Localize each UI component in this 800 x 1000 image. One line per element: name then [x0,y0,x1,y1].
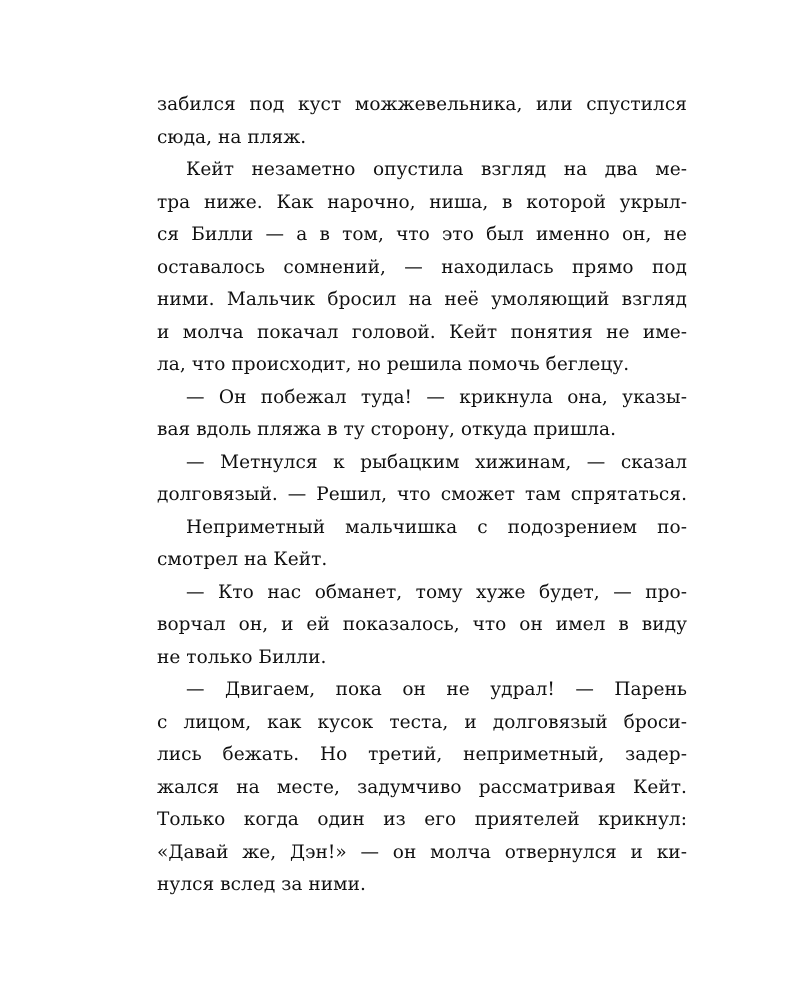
text-line: — Метнулся к рыбацким хижинам, — сказал [186,451,687,473]
text-line: забился под куст можжевельника, или спустился [157,94,687,115]
text-line: вая вдоль пляжа в ту сторону, откуда пришла. [157,419,616,440]
text-line: жался на месте, задумчиво рассматривая Кейт. [157,776,687,798]
text-line: Только когда один из его приятелей крикнул: [157,809,687,830]
book-page-text [157,89,687,902]
text-line: — Он побежал туда! — крикнула она, указы- [186,386,687,408]
text-line: с лицом, как кусок теста, и долговязый броси- [157,711,687,733]
text-line: оставалось сомнений, — находилась прямо под [157,256,687,278]
text-line: и молча покачал головой. Кейт понятия не име- [157,321,687,343]
text-line: ла, что происходит, но решила помочь беглецу. [157,354,630,375]
text-line: не только Билли. [157,646,327,668]
text-line: «Давай же, Дэн!» — он молча отвернулся и ки- [157,841,687,863]
text-line: — Кто нас обманет, тому хуже будет, — про- [186,581,687,603]
text-line: тра ниже. Как нарочно, ниша, в которой укрыл- [157,191,687,213]
text-line: смотрел на Кейт. [157,549,328,570]
text-line: ся Билли — а в том, что это был именно он, не [157,224,687,245]
text-line: долговязый. — Решил, что сможет там спрятаться. [157,484,687,505]
text-line: ними. Мальчик бросил на неё умоляющий взгляд [157,289,687,310]
text-line: — Двигаем, пока он не удрал! — Парень [186,679,687,700]
text-line: лись бежать. Но третий, неприметный, задер- [157,744,687,765]
text-line: Кейт незаметно опустила взгляд на два ме- [186,159,687,180]
text-line: ворчал он, и ей показалось, что он имел в виду [157,614,687,635]
text-line: сюда, на пляж. [157,126,307,148]
text-line: нулся вслед за ними. [157,874,366,895]
text-line: Неприметный мальчишка с подозрением по- [186,516,687,538]
